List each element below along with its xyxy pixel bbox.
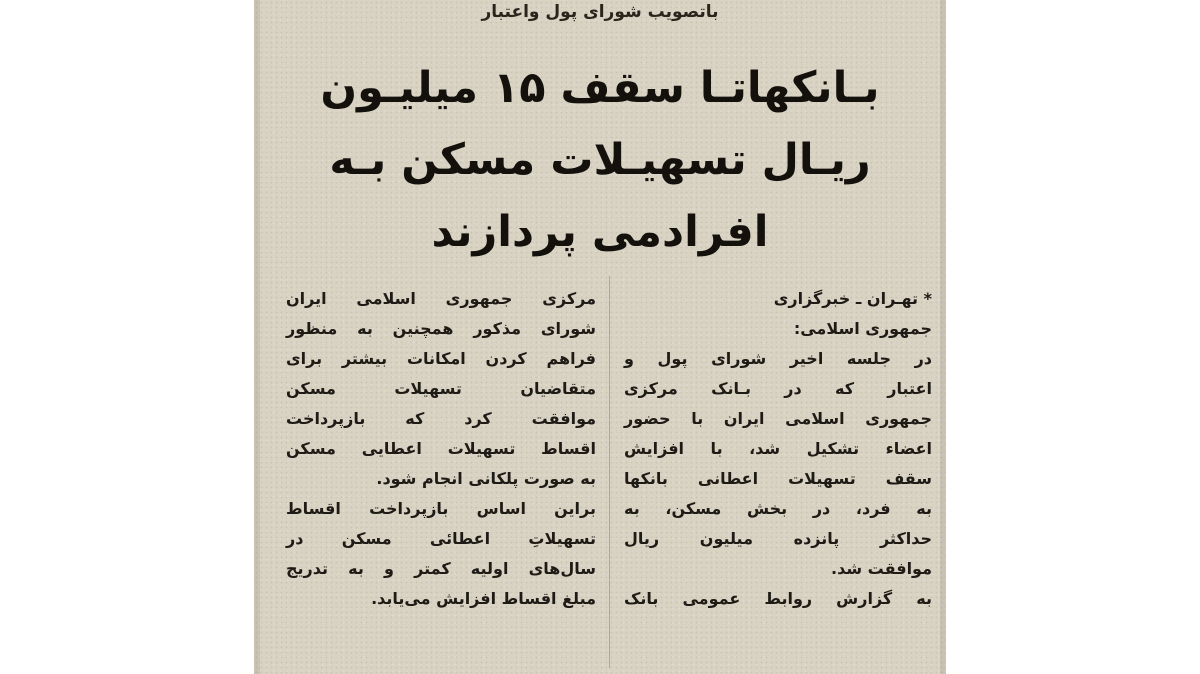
article-kicker: باتصویب شورای پول واعتبار — [481, 2, 719, 22]
article-column-right — [624, 284, 932, 614]
clipping-edge-left — [254, 0, 260, 674]
column-line: مبلغ اقساط افزایش می‌یابد. — [371, 589, 596, 608]
column-line: سال‌های اولیه کمتر و به تدریج — [286, 559, 596, 578]
article-column-left — [286, 284, 596, 614]
headline-line: بـانکهاتـا سقف ۱۵ میلیـون — [320, 63, 880, 113]
column-line: جمهوری اسلامی ایران با حضور — [624, 409, 932, 428]
column-line: به فرد، در بخش مسکن، به — [624, 499, 932, 518]
column-line: حداکثر پانزده میلیون ریال — [624, 529, 932, 548]
column-line: اقساط تسهیلات اعطایی مسکن — [286, 439, 596, 458]
column-line: متقاضیان تسهیلات مسکن — [286, 379, 596, 398]
column-line: اعضاء تشکیل شد، با افزایش — [624, 439, 932, 458]
column-line: موافقت کرد که بازپرداخت — [286, 409, 596, 428]
column-line: فراهم کردن امکانات بیشتر برای — [286, 349, 596, 368]
column-divider — [609, 276, 610, 668]
column-line: * تهـران ـ خبرگزاری — [773, 289, 932, 308]
column-line: جمهوری اسلامی: — [793, 319, 932, 338]
column-line: تسهیلاتِ اعطائی مسکن در — [286, 529, 596, 548]
column-line: به گزارش روابط عمومی بانک — [624, 589, 932, 608]
column-line: به صورت پلکانی انجام شود. — [376, 469, 596, 488]
newspaper-clipping — [254, 0, 946, 674]
clipping-edge-right — [940, 0, 946, 674]
column-line: براین اساس بازپرداخت اقساط — [286, 499, 596, 518]
headline-line: ریـال تسهیـلات مسکن بـه — [329, 135, 871, 185]
column-line: شورای مذکور همچنین به منظور — [286, 319, 596, 338]
column-line: مرکزی جمهوری اسلامی ایران — [286, 289, 596, 308]
article-headline — [278, 52, 922, 268]
headline-line: افرادمی پردازند — [431, 207, 769, 257]
column-line: در جلسه اخیر شورای پول و — [624, 349, 932, 368]
column-line: سقف تسهیلات اعطانی بانکها — [624, 469, 932, 488]
column-line: موافقت شد. — [831, 559, 932, 578]
column-line: اعتبار که در بـانک مرکزی — [624, 379, 932, 398]
